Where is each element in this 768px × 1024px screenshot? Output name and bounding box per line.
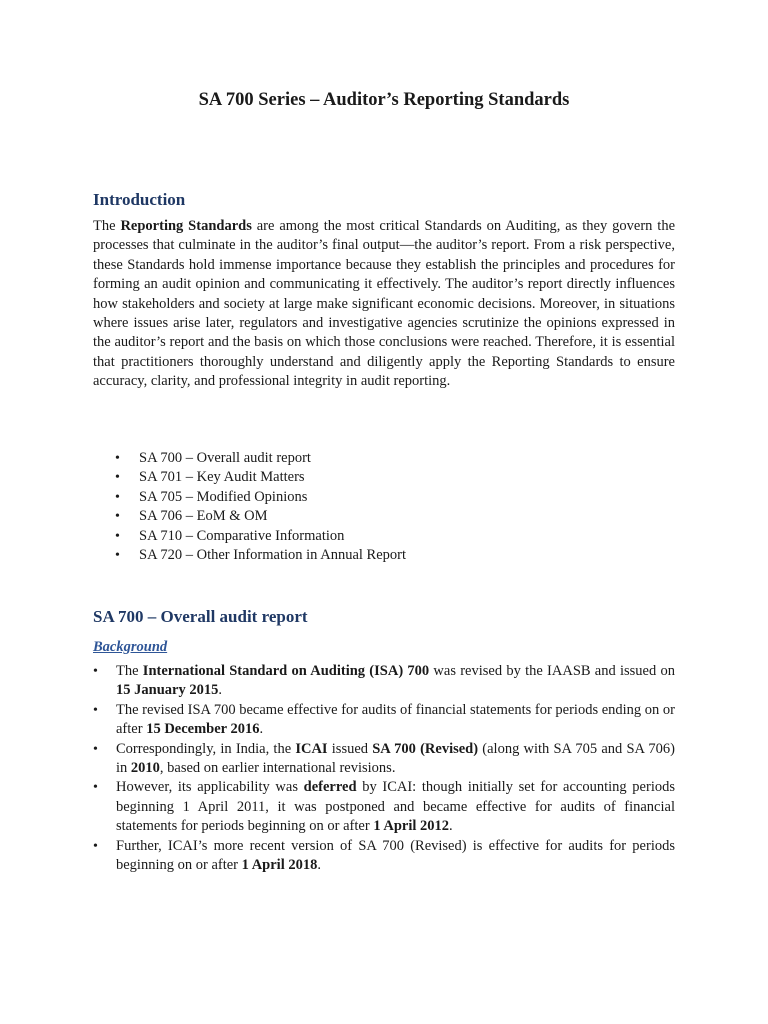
item-bold-text: 15 January 2015 bbox=[116, 682, 219, 699]
introduction-paragraph bbox=[93, 217, 675, 392]
list-item bbox=[93, 662, 675, 701]
list-item-label: SA 700 – Overall audit report bbox=[139, 450, 311, 466]
list-item-label: SA 720 – Other Information in Annual Report bbox=[139, 547, 407, 564]
list-item bbox=[93, 507, 406, 526]
item-text: The revised ISA 700 became effective for audits of financial statements for periods ending on or after bbox=[116, 701, 676, 738]
list-item-label: SA 710 – Comparative Information bbox=[139, 527, 345, 544]
item-text: , based on earlier international revisions. bbox=[159, 760, 396, 777]
item-text: . bbox=[218, 682, 222, 699]
bullet-icon: • bbox=[93, 780, 98, 796]
bullet-icon: • bbox=[115, 451, 120, 466]
list-item bbox=[93, 449, 406, 468]
list-item bbox=[93, 778, 675, 836]
document-title: SA 700 Series – Auditor’s Reporting Standards bbox=[198, 90, 570, 110]
list-item-label: SA 701 – Key Audit Matters bbox=[139, 469, 305, 486]
item-text: Correspondingly, in India, the bbox=[116, 740, 296, 757]
item-text: by ICAI: though initially set for accounting periods beginning 1 April 2011, it was postponed and became effective for audits of financial statements for periods beginning on or after bbox=[116, 779, 675, 835]
bullet-icon: • bbox=[115, 548, 120, 564]
introduction-heading: Introduction bbox=[93, 190, 186, 209]
item-bold-text: deferred bbox=[303, 779, 357, 796]
background-subheading: Background bbox=[93, 639, 168, 655]
list-item-label: SA 706 – EoM & OM bbox=[139, 508, 268, 525]
list-item bbox=[93, 527, 406, 546]
bullet-icon: • bbox=[93, 838, 98, 854]
intro-bold-term: Reporting Standards bbox=[120, 218, 252, 234]
item-text: . bbox=[449, 818, 453, 835]
standards-list bbox=[93, 449, 406, 565]
item-text: . bbox=[317, 857, 321, 874]
item-text: was revised by the IAASB and issued on bbox=[429, 663, 675, 679]
item-text: Further, ICAI’s more recent version of SA 700 (Revised) is effective for audits for periods beginning on or after bbox=[116, 837, 675, 874]
intro-body-text: are among the most critical Standards on Auditing, as they govern the processes that culminate in the auditor’s final output—the auditor’s report. From a risk perspective, these Standards hold immense importance because they establish the principles and procedures for forming an audit opinion and communicating it effectively. The auditor’s report directly influences how stakeholders and society at large make significant economic decisions. Moreover, in situations where issues arise later, regulators and investigative agencies scrutinize the opinions expressed in the auditor’s report and the basis on which those conclusions were reached. Therefore, it is essential that practitioners thoroughly understand and diligently apply the Reporting Standards to ensure accuracy, clarity, and professional integrity in audit reporting. bbox=[93, 218, 676, 390]
item-bold-text: International Standard on Auditing (ISA) 700 bbox=[142, 663, 430, 679]
item-text: . bbox=[259, 721, 264, 738]
bullet-icon: • bbox=[115, 470, 120, 486]
item-bold-text: 15 December 2016 bbox=[146, 721, 260, 738]
list-item bbox=[93, 546, 406, 565]
item-text: However, its applicability was bbox=[116, 779, 304, 796]
list-item bbox=[93, 488, 406, 507]
bullet-icon: • bbox=[93, 664, 98, 679]
sa700-heading: SA 700 – Overall audit report bbox=[93, 607, 308, 626]
item-text: (along with SA 705 and SA 706) in bbox=[116, 740, 675, 777]
list-item bbox=[93, 701, 675, 740]
background-list bbox=[93, 662, 675, 875]
item-bold-text: 2010 bbox=[130, 760, 160, 777]
intro-lead-text: The bbox=[93, 218, 121, 234]
item-text: The bbox=[116, 663, 143, 679]
list-item bbox=[93, 468, 406, 487]
bullet-icon: • bbox=[93, 741, 98, 757]
item-bold-text: SA 700 (Revised) bbox=[372, 740, 479, 757]
bullet-icon: • bbox=[115, 509, 120, 525]
item-bold-text: 1 April 2018 bbox=[241, 857, 318, 874]
list-item bbox=[93, 740, 675, 779]
list-item-label: SA 705 – Modified Opinions bbox=[139, 488, 308, 505]
bullet-icon: • bbox=[93, 702, 98, 718]
item-bold-text: 1 April 2012 bbox=[373, 818, 450, 835]
item-bold-text: ICAI bbox=[295, 740, 328, 757]
item-text: issued bbox=[327, 740, 373, 757]
bullet-icon: • bbox=[115, 528, 120, 544]
bullet-icon: • bbox=[115, 489, 120, 505]
list-item bbox=[93, 837, 675, 876]
